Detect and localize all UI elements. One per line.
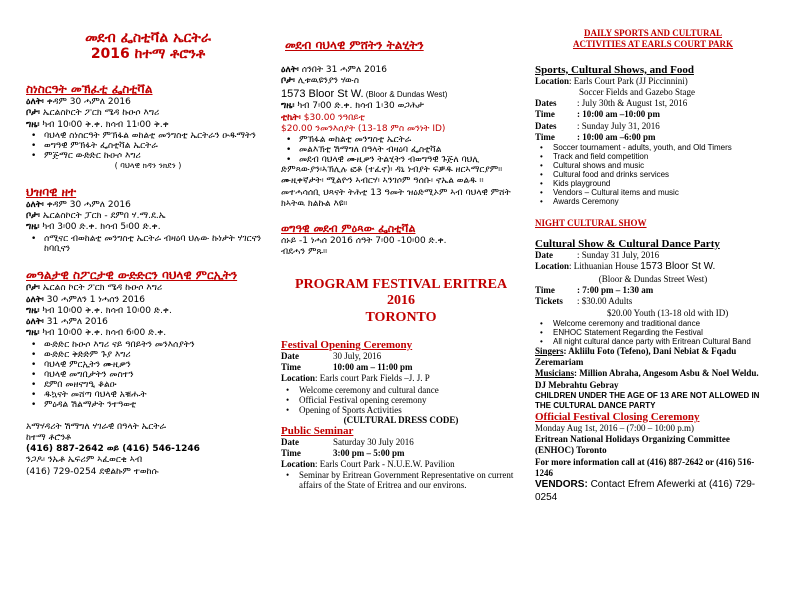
list-item: • Kids playground <box>535 179 771 188</box>
dress-code-ti: ( ባህላዊ ክዳን ንክደን ) <box>114 160 182 170</box>
list-item: • መልእኽቲ ሽማግለ በዓላት ብዛዕባ ፌስቲቫል <box>281 145 521 155</box>
list-item: • ባህላዊ ምርኢትን ሙዚቃን <box>26 360 270 370</box>
sports-heading-ti: መዓልታዊ ስፖርታዊ ውድድርን ባህላዊ ምርኢትን <box>26 267 238 282</box>
night-heading-ti: መደብ ባህላዊ ምሸትን ትልሂትን <box>285 38 424 52</box>
list-item: • ሰሚናር ብወከልቲ መንግስቲ ኤርትራ ብዛዕባ ህሉው ኩነታት ሃገርናን ከባቢናን <box>26 234 270 254</box>
list-item: • Cultural food and drinks services <box>535 170 771 179</box>
night-list-ti <box>281 135 521 165</box>
list-item: • Soccer tournament - adults, youth, and Old Timers <box>535 143 771 152</box>
musicians-ti: ሙዚቀኛታት፡ ሚልዮን ኣብርሃ፡ ኣንገሶም ዓሰቡ፡ ኖኤል ወልዱ ። <box>281 176 484 187</box>
list-item: • ምኽፋል ወከልቲ መንግስቲ ኤርትራ <box>281 135 521 145</box>
list-item: • Seminar by Eritrean Government Representative on current affairs of the State of Eritrea and our environs. <box>281 470 521 490</box>
list-item: • መደብ ባህላዊ ሙዚቃን ትልሂትን ብወግዓዊ ጉጅለ ባህሊ <box>281 155 521 165</box>
middle-column: መደብ ባህላዊ ምሸትን ትልሂትን ዕለት፡ ሰንበት 31 ሓምለ 2016 ቦታ፡ ሊቱዉዩንያን ሃውስ 1573 Bloor St W. (Bloor & Dundas West) ግዜ፡ ካብ 7፡00 ድ.ቀ. ክሳብ 1፡30 ወጋሕታ ቲኬት፡ $30.00 ንዓበይቲ $20.00 ንመንእሰያት (13-18 ምስ መንነት ID) • ምኽፋል ወከልቲ መንግስቲ ኤርትራ • መልእኽቲ ሽማግለ በዓላት ብዛዕባ ፌስቲቫል • መደብ ባህላዊ ሙዚቃን ትልሂትን ብወግዓዊ ጉጅለ ባህሊ ድምጻውያን፡ኣኽሊሉ ፎቶ (ተፈኖ)፡ ዳኒ ነብያት ፍቓዱ ዘርኣማርያም። ሙዚቀኛታት፡ ሚልዮን ኣብርሃ፡ ኣንገሶም ዓሰቡ፡ ኖኤል ወልዱ ። መተሓሳሰቢ ህጻናት ትሕቲ 13 ዓመት ዝዕድሚኦም ኣብ ባህላዊ ምሸት ክኣትዉ ክልኩል እዩ። ወግዓዊ መደብ ምዕጻው ፌስቲቫል ሰኑይ -1 ነሓሰ 2016 ሰዓት 7፡00 -10፡00 ድ.ቀ. ብደሓን ምጹ። PROGRAM FESTIVAL ERITREA 2016 TORONTO Festival Opening Ceremony Date 30 July, 2016 Time 10:00 am – 11:00 pm Location: Earls court Park Fields –J. J. P • Welcome ceremony and cultural dance • Official Festival opening ceremony • Opening of Sports Activities (CULTURAL DRESS CODE) Public Seminar Date Saturday 30 July 2016 Time 3:00 pm – 5:00 pm Location: Earls Court Park - N.U.E.W. Pavilion • Seminar by Eritrean Government Representative on current affairs of the State of Eritrea and our environs. <box>281 0 521 612</box>
seminar-heading-ti: ህዝባዊ ዘተ <box>26 184 77 199</box>
seminar-heading-en: Public Seminar <box>281 424 354 437</box>
singers-en: Singers: Akliilu Foto (Tefeno), Dani Nebiat & Fqadu Zeremariam <box>535 345 737 368</box>
list-item: • ውድድር ኩዑሶ እግሪ ናይ ዓበይትን መንእሰያትን <box>26 340 270 350</box>
night-list-en <box>535 319 771 346</box>
seminar-list-ti <box>26 234 270 254</box>
list-item: • Opening of Sports Activities <box>281 405 521 415</box>
children-notice: CHILDREN UNDER THE AGE OF 13 ARE NOT ALLOWED IN THE CULTURAL DANCE PARTY <box>535 390 760 410</box>
list-item: • ውድድር ቅድድም ጉያ እግሪ <box>26 350 270 360</box>
seminar-list-en <box>281 470 521 490</box>
dress-code-en: (CULTURAL DRESS CODE) <box>343 414 459 425</box>
list-item: • Welcome ceremony and cultural dance <box>281 385 521 395</box>
opening-list-en <box>281 385 521 415</box>
sports-heading-en: Sports, Cultural Shows, and Food <box>535 63 694 76</box>
list-item: • ENHOC Statement Regarding the Festival <box>535 328 771 337</box>
committee-name: Eritrean National Holidays Organizing Committee (ENHOC) Toronto <box>535 434 730 456</box>
night-heading-en: Cultural Show & Cultural Dance Party <box>535 238 720 251</box>
list-item: • ወግዓዊ ምኽፋት ፌስቲቫል ኤርትራ <box>26 141 270 151</box>
list-item: • ምዕዳል ሽልማታት ንተዓወቲ <box>26 400 270 410</box>
opening-list-ti <box>26 131 270 161</box>
singers-ti: ድምጻውያን፡ኣኽሊሉ ፎቶ (ተፈኖ)፡ ዳኒ ነብያት ፍቓዱ ዘርኣማርያም። <box>281 165 503 175</box>
program-title: PROGRAM FESTIVAL ERITREA 2016 TORONTO <box>294 276 508 326</box>
sports-list-ti <box>26 340 270 410</box>
english-column: DAILY SPORTS AND CULTURAL ACTIVITIES AT EARLS COURT PARK Sports, Cultural Shows, and Food Location: Earls Court Park (JJ Piccinnini) Soccer Fields and Gazebo Stage Dates : July 30th & August 1st, 2016 Time : 10:00 am –10:00 pm Dates : Sunday July 31, 2016 Time : 10:00 am –6:00 pm • Soccer tournament - adults, youth, and Old Timers • Track and field competition • Cultural shows and music • Cultural food and drinks services • Kids playground • Vendors – Cultural items and music • Awards Ceremony NIGHT CULTURAL SHOW Cultural Show & Cultural Dance Party Date : Sunday 31 July, 2016 Location: Lithuanian House 1573 Bloor St W. (Bloor & Dundas Street West) Time : 7:00 pm – 1:30 am Tickets : $30.00 Adults $20.00 Youth (13-18 old with ID) • Welcome ceremony and traditional dance • ENHOC Statement Regarding the Festival • All night cultural dance party with Eritrean Cultural Band Singers: Akliilu Foto (Tefeno), Dani Nebiat & Fqadu Zeremariam Musicians: Million Abraha, Angesom Asbu & Noel Weldu. DJ Mebrahtu Gebray CHILDREN UNDER THE AGE OF 13 ARE NOT ALLOWED IN THE CULTURAL DANCE PARTY Official Festival Closing Ceremony Monday Aug 1st, 2016 – (7:00 – 10:00 p.m) Eritrean National Holidays Organizing Committee (ENHOC) Toronto For more information call at (416) 887-2642 or (416) 516-1246 VENDORS: Contact Efrem Afewerki at (416) 729-0254 <box>535 0 771 612</box>
list-item: • ምጅማር ውድድር ኩዑሶ እግሪ <box>26 151 270 161</box>
daily-title: DAILY SPORTS AND CULTURAL ACTIVITIES AT EARLS COURT PARK <box>572 28 734 49</box>
closing-heading-en: Official Festival Closing Ceremony <box>535 410 700 423</box>
list-item: • All night cultural dance party with Eritrean Cultural Band <box>535 337 771 346</box>
list-item: • ባህላዊ ስነስርዓት ምኽፋል ወከልቲ መንግስቲ ኤርትራን ዑዱማትን <box>26 131 270 141</box>
more-info: For more information call at (416) 887-2642 or (416) 516-1246 <box>535 456 755 478</box>
musicians-en: Musicians: Million Abraha, Angesom Asbu & Noel Weldu. DJ Mebrahtu Gebray <box>535 368 759 390</box>
notice-ti: መተሓሳሰቢ ህጻናት ትሕቲ 13 ዓመት ዝዕድሚኦም ኣብ ባህላዊ ምሸት ክኣትዉ ክልኩል እዩ። <box>281 187 511 209</box>
opening-heading-en: Festival Opening Ceremony <box>281 338 413 351</box>
night-title-en: NIGHT CULTURAL SHOW <box>535 218 647 229</box>
closing-heading-ti: ወግዓዊ መደብ ምዕጻው ፌስቲቫል <box>281 222 416 235</box>
phone-numbers-ti: (416) 887-2642 ወይ (416) 546-1246 <box>26 444 200 455</box>
list-item: • Track and field competition <box>535 152 771 161</box>
list-item: • Cultural shows and music <box>535 161 771 170</box>
sports-list-en <box>535 143 771 206</box>
contact-block-ti: አማሃዳሪት ሽማግለ ሃገራዊ በዓላት ኤርትራ ከተማ ቶሮንቶ (416) 887-2642 ወይ (416) 546-1246 ንጋዶ፡ ንኡቶ ኤፍሪም ኣፈወርቂ ኣብ (416) 729-0254 ደዊልኩም ተወከሱ <box>26 422 270 478</box>
festival-title-tigrinya: መደብ ፌስቲቫል ኤርትራ 2016 ከተማ ቶሮንቶ <box>85 30 211 63</box>
list-item: • Official Festival opening ceremony <box>281 395 521 405</box>
opening-heading-ti: ስነስርዓት መኽፈቲ ፌስቲቫል <box>26 82 153 97</box>
tigrinya-column: መደብ ፌስቲቫል ኤርትራ 2016 ከተማ ቶሮንቶ ስነስርዓት መኽፈቲ ፌስቲቫል ዕለት፡ ቀዳም 30 ሓምለ 2016 ቦታ፡ ኤርልስኮርት ፖርክ ሜዳ ኩዑሶ እግሪ ግዜ፡ ካብ 10፡00 ቅ.ቀ. ክሳብ 11፡00 ቅ.ቀ • ባህላዊ ስነስርዓት ምኽፋል ወከልቲ መንግስቲ ኤርትራን ዑዱማትን • ወግዓዊ ምኽፋት ፌስቲቫል ኤርትራ • ምጅማር ውድድር ኩዑሶ እግሪ ( ባህላዊ ክዳን ንክደን ) ህዝባዊ ዘተ ዕለት፡ ቀዳም 30 ሓምለ 2016 ቦታ፡ ኤርልስኮርት ፓርክ - ደምበ ሃ.ማ.ደ.ኤ ግዜ፡ ካብ 3፡00 ድ.ቀ. ክሳብ 5፡00 ድ.ቀ. • ሰሚናር ብወከልቲ መንግስቲ ኤርትራ ብዛዕባ ህሉው ኩነታት ሃገርናን ከባቢናን መዓልታዊ ስፖርታዊ ውድድርን ባህላዊ ምርኢትን ቦታ፡ ኤርልስ ኮርት ፖርክ ሜዳ ኩዑሶ እግሪ ዕለት፡ 30 ሓምለን 1 ነሓሰን 2016 ግዜ፡ ካብ 10፡00 ቅ.ቀ. ክሳብ 10፡00 ድ.ቀ. ዕለት፡ 31 ሓምለ 2016 ግዜ፡ ካብ 10፡00 ቅ.ቀ. ክሳብ 6፡00 ድ.ቀ. • ውድድር ኩዑሶ እግሪ ናይ ዓበይትን መንእሰያትን • ውድድር ቅድድም ጉያ እግሪ • ባህላዊ ምርኢትን ሙዚቃን • ባህላዊ መግቢታትን መስተን • ደምበ መዘናግዒ ቆልዑ • ዱኳናት መሸጣ ባህላዊ አቑሑት • ምዕዳል ሽልማታት ንተዓወቲ አማሃዳሪት ሽማግለ ሃገራዊ በዓላት ኤርትራ ከተማ ቶሮንቶ (416) 887-2642 ወይ (416) 546-1246 ንጋዶ፡ ንኡቶ ኤፍሪም ኣፈወርቂ ኣብ (416) 729-0254 ደዊልኩም ተወከሱ <box>26 0 270 612</box>
list-item: • Vendors – Cultural items and music <box>535 188 771 197</box>
list-item: • ዱኳናት መሸጣ ባህላዊ አቑሑት <box>26 390 270 400</box>
vendors-contact: VENDORS: Contact Efrem Afewerki at (416) 729-0254 <box>535 479 756 503</box>
list-item: • Welcome ceremony and traditional dance <box>535 319 771 328</box>
list-item: • Awards Ceremony <box>535 197 771 206</box>
list-item: • ደምበ መዘናግዒ ቆልዑ <box>26 380 270 390</box>
list-item: • ባህላዊ መግቢታትን መስተን <box>26 370 270 380</box>
